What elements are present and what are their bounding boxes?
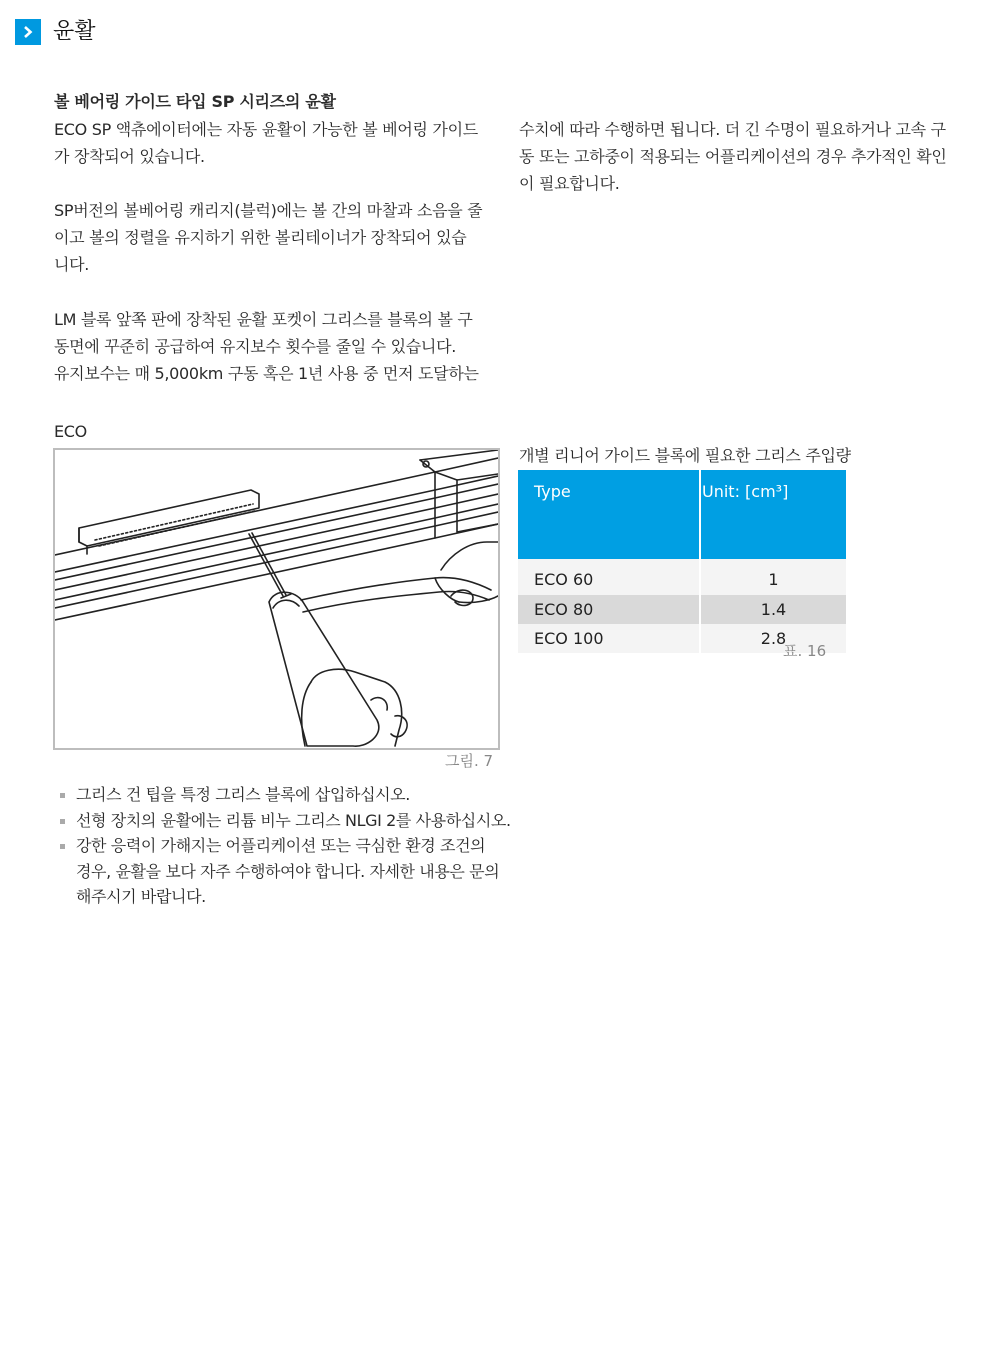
paragraph-line: 동 또는 고하중이 적용되는 어플리케이션의 경우 추가적인 확인	[519, 147, 947, 166]
paragraph-line: 유지보수는 매 5,000km 구동 혹은 1년 사용 중 먼저 도달하는	[54, 364, 479, 383]
table-row	[518, 595, 846, 624]
paragraph-line: 동면에 꾸준히 공급하여 유지보수 횟수를 줄일 수 있습니다.	[54, 337, 457, 356]
instruction-list	[56, 782, 511, 910]
column-header-unit: Unit: [cm³]	[701, 470, 846, 559]
column-header-type: Type	[518, 470, 699, 559]
cell-type: ECO 100	[518, 624, 699, 653]
list-item	[56, 833, 511, 910]
section-heading: 볼 베어링 가이드 타입 SP 시리즈의 윤활	[54, 92, 336, 111]
grease-amount-table	[516, 470, 848, 653]
paragraph-line: 이고 볼의 정렬을 유지하기 위한 볼리테이너가 장착되어 있습	[54, 228, 467, 247]
paragraph-2	[54, 197, 504, 278]
list-item	[56, 782, 511, 808]
figure-label: ECO	[54, 422, 87, 441]
figure-caption: 그림. 7	[445, 752, 494, 770]
grease-gun-illustration	[53, 448, 500, 750]
paragraph-1	[54, 116, 504, 170]
table-title: 개별 리니어 가이드 블록에 필요한 그리스 주입량	[519, 446, 851, 465]
paragraph-continued	[519, 116, 969, 197]
paragraph-line: 이 필요합니다.	[519, 174, 620, 193]
chevron-right-icon	[15, 19, 41, 45]
table-caption: 표. 16	[783, 642, 827, 660]
list-item-text: 그리스 건 팁을 특정 그리스 블록에 삽입하십시오.	[76, 785, 410, 804]
paragraph-line: 수치에 따라 수행하면 됩니다. 더 긴 수명이 필요하거나 고속 구	[519, 120, 946, 139]
cell-value: 2.8	[701, 624, 846, 653]
paragraph-line: 니다.	[54, 255, 90, 274]
cell-type: ECO 60	[518, 559, 699, 595]
paragraph-line: 가 장착되어 있습니다.	[54, 147, 205, 166]
list-item-text: 선형 장치의 윤활에는 리튬 비누 그리스 NLGI 2를 사용하십시오.	[76, 810, 511, 830]
page-title: 윤활	[53, 19, 96, 44]
list-item	[56, 808, 511, 834]
paragraph-3	[54, 306, 504, 387]
cell-value: 1.4	[701, 595, 846, 624]
table-row	[518, 559, 846, 595]
paragraph-line: SP버전의 볼베어링 캐리지(블럭)에는 볼 간의 마찰과 소음을 줄	[54, 201, 483, 220]
paragraph-line: ECO SP 액츄에이터에는 자동 윤활이 가능한 볼 베어링 가이드	[54, 120, 478, 139]
list-item-text: 경우, 윤활을 보다 자주 수행하여야 합니다. 자세한 내용은 문의	[76, 861, 500, 881]
list-item-text: 해주시기 바랍니다.	[76, 887, 206, 906]
paragraph-line: LM 블록 앞쪽 판에 장착된 윤활 포켓이 그리스를 블록의 볼 구	[54, 310, 473, 329]
linear-guide-drawing	[55, 450, 498, 748]
cell-value: 1	[701, 559, 846, 595]
list-item-text: 강한 응력이 가해지는 어플리케이션 또는 극심한 환경 조건의	[76, 836, 486, 855]
cell-type: ECO 80	[518, 595, 699, 624]
